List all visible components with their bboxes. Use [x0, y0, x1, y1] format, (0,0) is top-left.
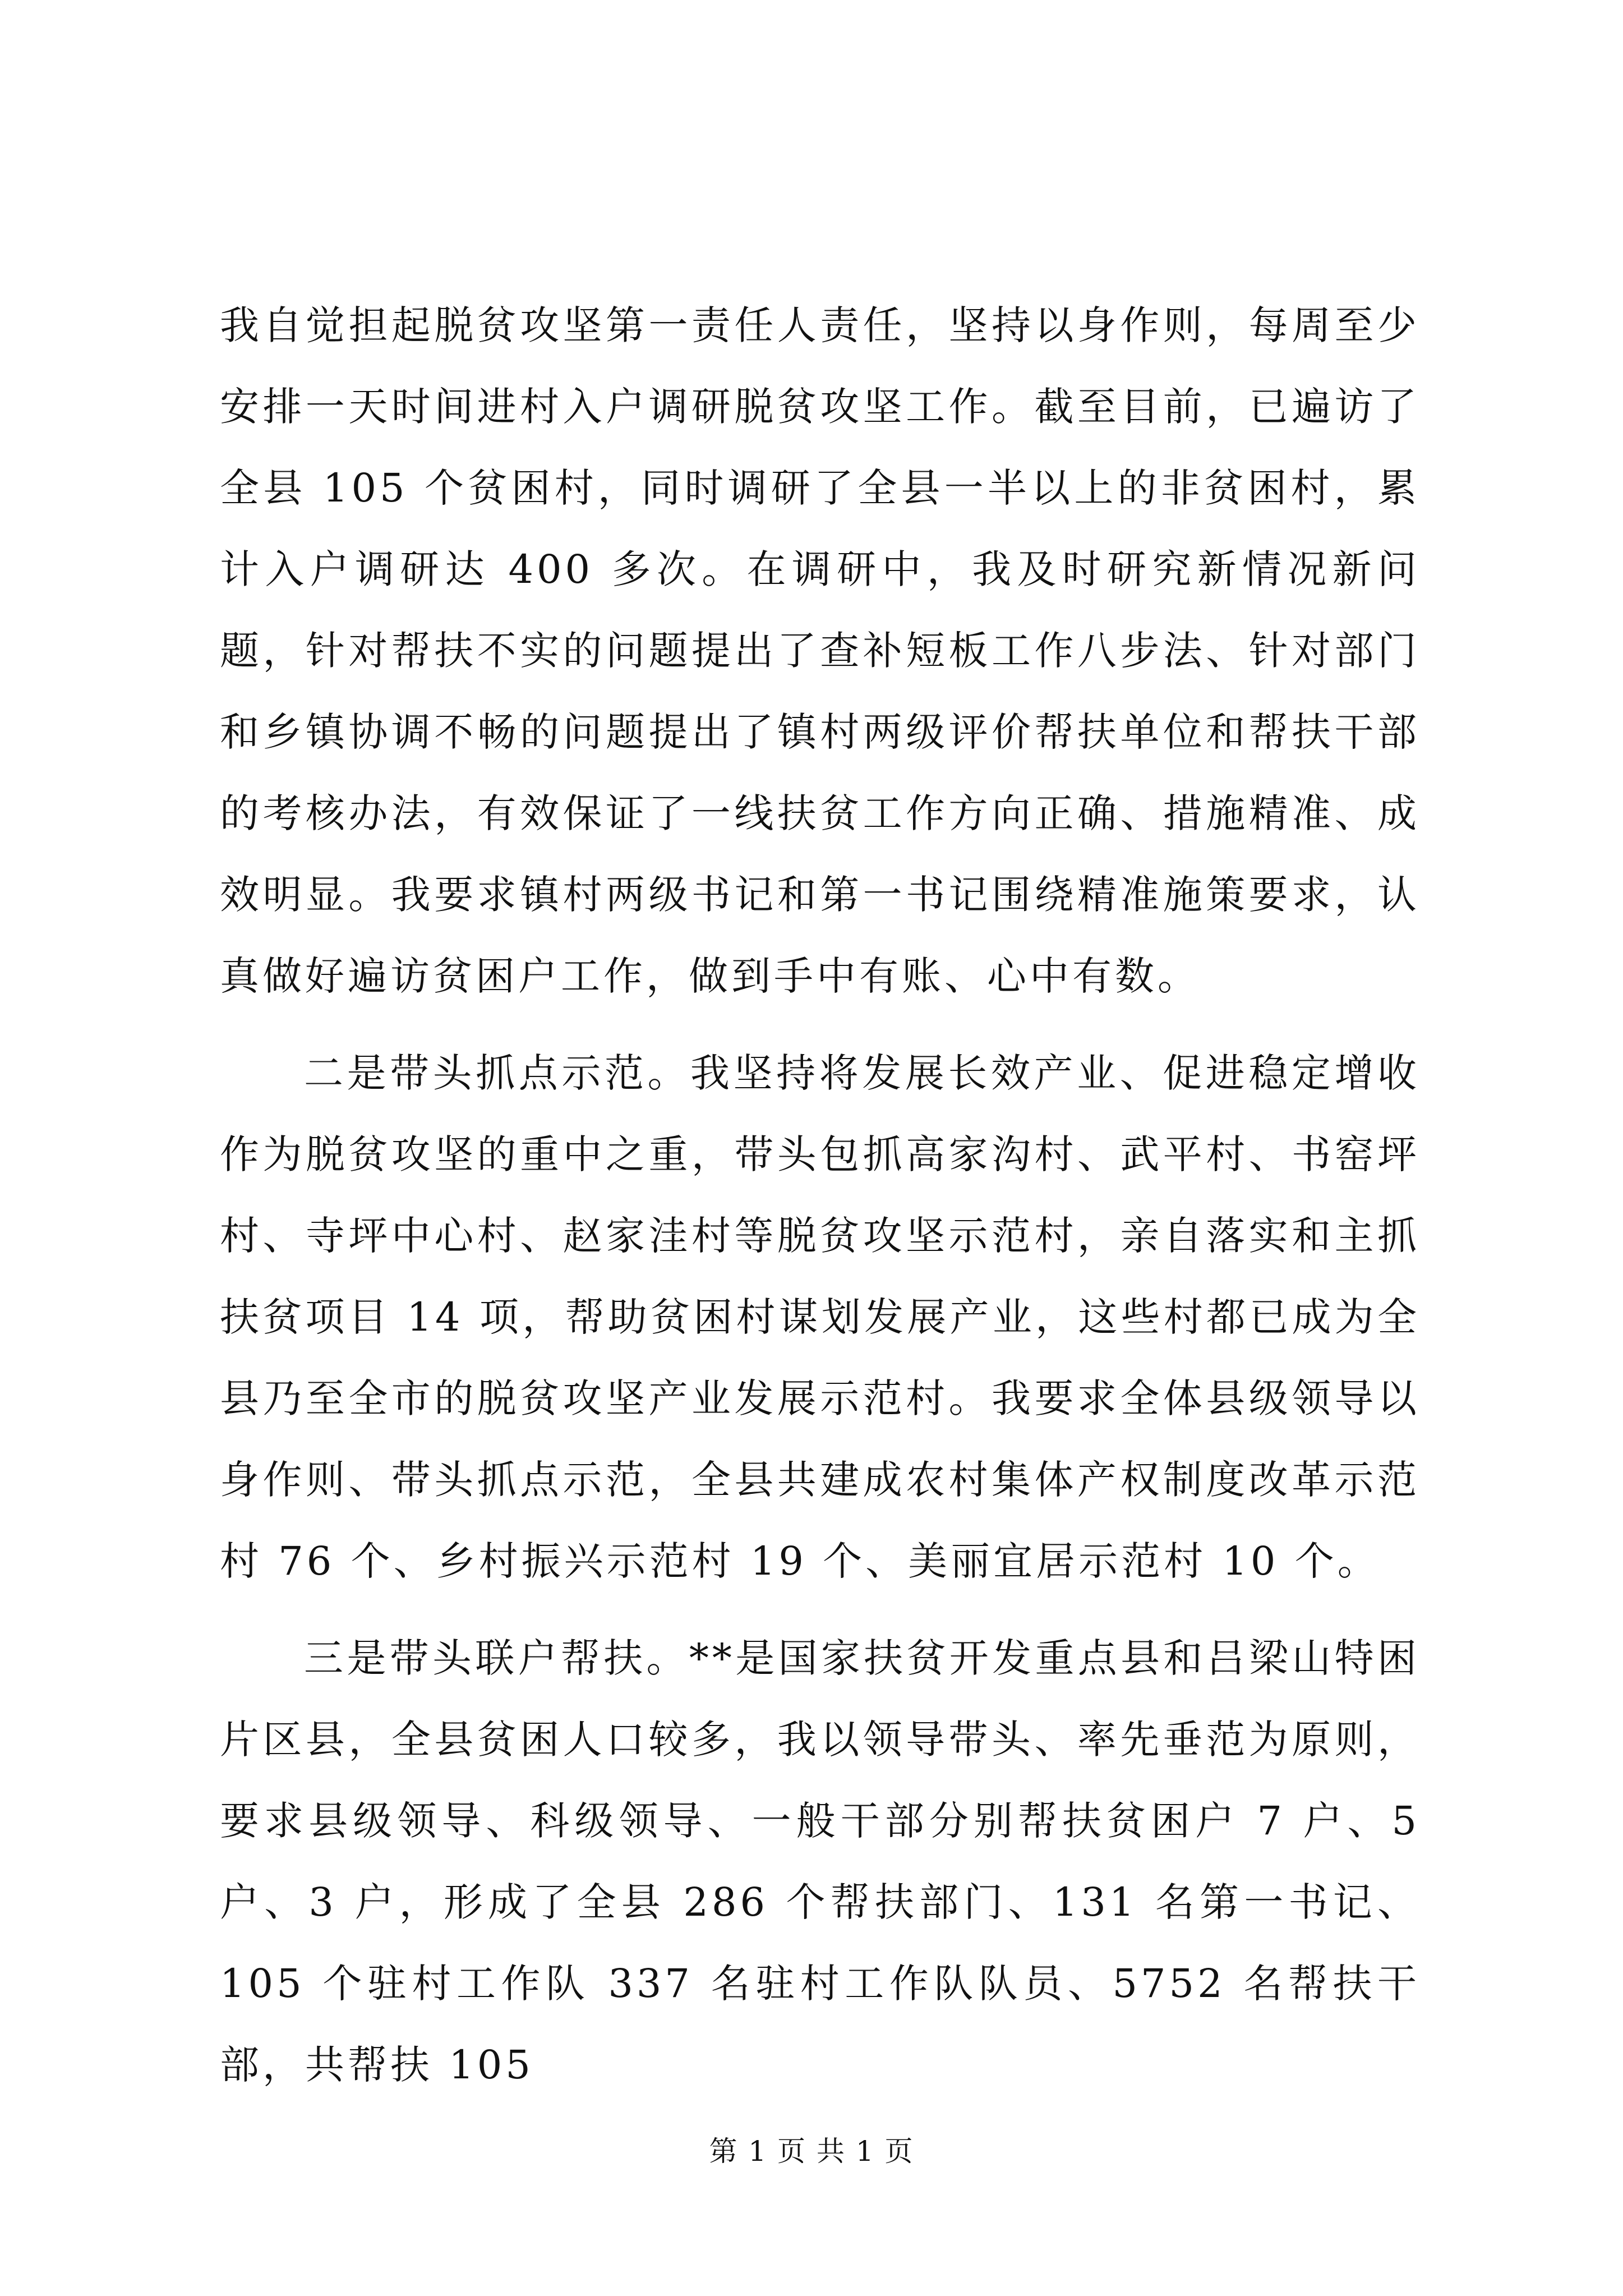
paragraph-2: 二是带头抓点示范。我坚持将发展长效产业、促进稳定增收作为脱贫攻坚的重中之重，带头包抓高家沟村、武平村、书窑坪村、寺坪中心村、赵家洼村等脱贫攻坚示范村，亲自落实和主抓扶贫项目 14 项，帮助贫困村谋划发展产业，这些村都已成为全县乃至全市的脱贫攻坚产业发展示范村。我要求全体县级领导以身作则、带头抓点示范，全县共建成农村集体产权制度改革示范村 76 个、乡村振兴示范村 19 个、美丽宜居示范村 10 个。	[220, 1050, 1420, 1584]
paragraph-3: 三是带头联户帮扶。**是国家扶贫开发重点县和吕梁山特困片区县，全县贫困人口较多，我以领导带头、率先垂范为原则，要求县级领导、科级领导、一般干部分别帮扶贫困户 7 户、5 户、3 户，形成了全县 286 个帮扶部门、131 名第一书记、105 个驻村工作队 337 名驻村工作队队员、5752 名帮扶干部，共帮扶 105	[220, 1635, 1420, 2088]
paragraph-1: 我自觉担起脱贫攻坚第一责任人责任，坚持以身作则，每周至少安排一天时间进村入户调研脱贫攻坚工作。截至目前，已遍访了全县 105 个贫困村，同时调研了全县一半以上的非贫困村，累计入户调研达 400 多次。在调研中，我及时研究新情况新问题，针对帮扶不实的问题提出了查补短板工作八步法、针对部门和乡镇协调不畅的问题提出了镇村两级评价帮扶单位和帮扶干部的考核办法，有效保证了一线扶贫工作方向正确、措施精准、成效明显。我要求镇村两级书记和第一书记围绕精准施策要求，认真做好遍访贫困户工作，做到手中有账、心中有数。	[220, 302, 1420, 999]
page-footer: 第 1 页 共 1 页	[709, 2135, 914, 2168]
body-text	[220, 285, 1420, 2106]
